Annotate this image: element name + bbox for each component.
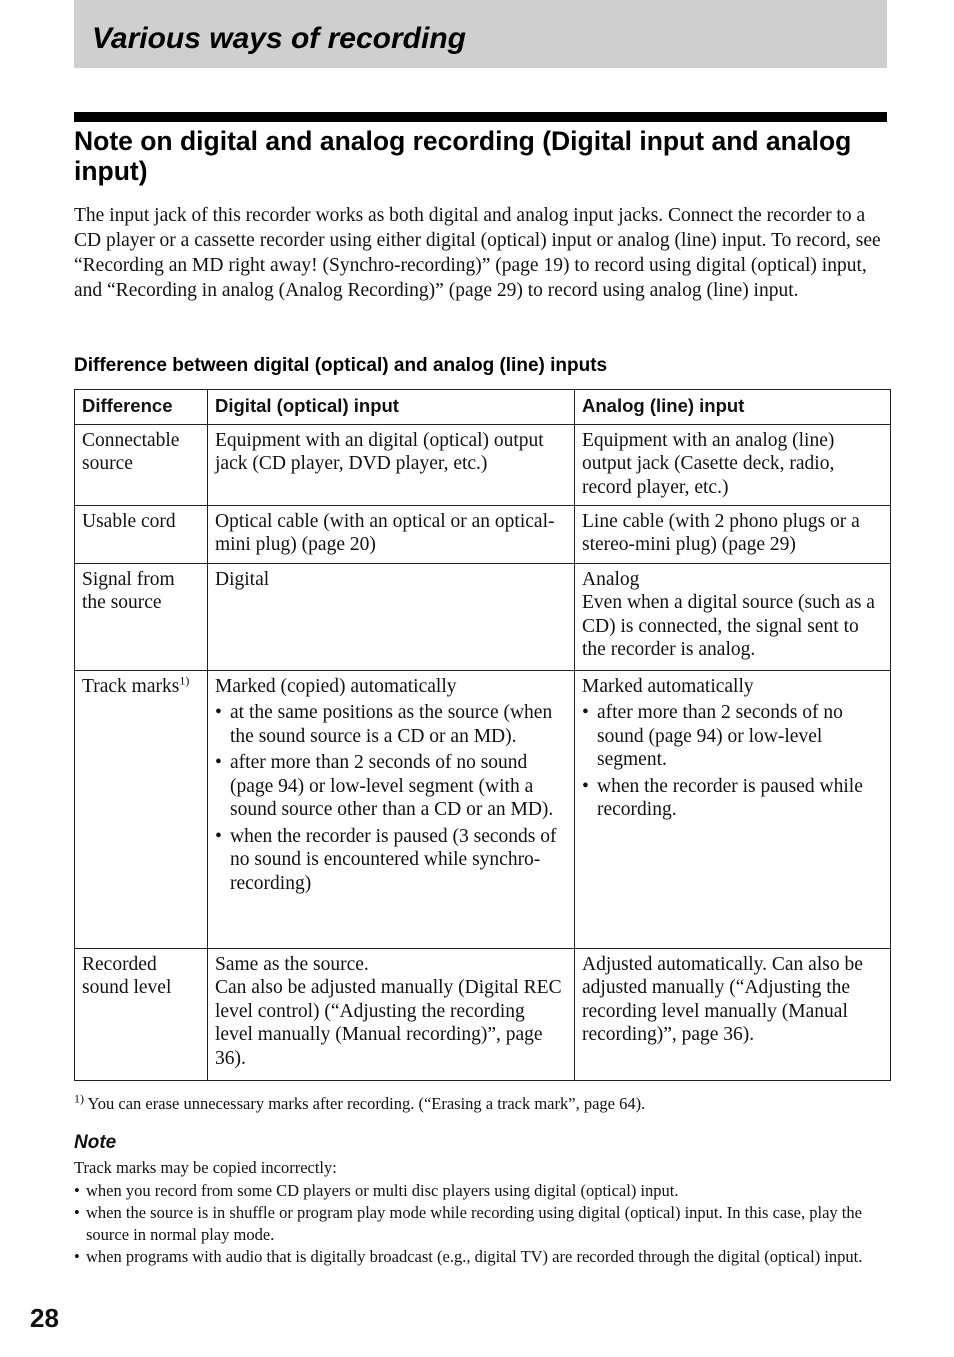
analog-marks-intro: Marked automatically (582, 675, 754, 697)
digital-marks-intro: Marked (copied) automatically (215, 675, 457, 697)
row-label-signal: Signal from the source (75, 563, 208, 670)
section-title: Note on digital and analog recording (Digital input and analog input) (74, 126, 852, 186)
cell-analog-signal (575, 563, 891, 670)
footnote-marker: 1) (74, 1091, 84, 1106)
chapter-title: Various ways of recording (92, 22, 466, 55)
cell-digital-signal: Digital (208, 563, 575, 670)
header-difference: Difference (75, 390, 208, 425)
list-item: • when programs with audio that is digitally broadcast (e.g., digital TV) are recorded through the digital (optical) input. (74, 1246, 889, 1268)
table-row (75, 505, 891, 563)
cell-digital-level (208, 948, 575, 1080)
cell-analog-level: Adjusted automatically. Can also be adjusted manually (“Adjusting the recording level manually (Manual recording)”, page 36). (575, 948, 891, 1080)
cell-digital-cord: Optical cable (with an optical or an optical-mini plug) (page 20) (208, 505, 575, 563)
digital-level-line1: Same as the source. (215, 953, 369, 975)
section-rule (74, 112, 887, 122)
list-item: • when the source is in shuffle or program play mode while recording using digital (optical) input. In this case, play the source in normal play mode. (74, 1202, 889, 1246)
footnote-text: You can erase unnecessary marks after recording. (“Erasing a track mark”, page 64). (87, 1094, 646, 1113)
footnote-ref: 1) (179, 673, 190, 687)
cell-analog-marks (575, 670, 891, 948)
header-analog: Analog (line) input (575, 390, 891, 425)
row-label-level: Recorded sound level (75, 948, 208, 1080)
table-row (75, 563, 891, 670)
analog-signal-line1: Analog (582, 568, 640, 590)
cell-analog-connectable: Equipment with an analog (line) output jack (Casette deck, radio, record player, etc.) (575, 424, 891, 505)
list-item: • after more than 2 seconds of no sound (page 94) or low-level segment (with a sound source other than a CD or an MD). (215, 751, 567, 822)
row-label-marks (75, 670, 208, 948)
table-heading: Difference between digital (optical) and analog (line) inputs (74, 355, 608, 376)
list-item: • after more than 2 seconds of no sound (page 94) or low-level segment. (582, 701, 883, 772)
list-item: • at the same positions as the source (when the sound source is a CD or an MD). (215, 701, 567, 748)
table-row (75, 670, 891, 948)
row-label-cord: Usable cord (75, 505, 208, 563)
comparison-table (74, 389, 891, 1081)
footnote (74, 1093, 889, 1115)
intro-paragraph: The input jack of this recorder works as both digital and analog input jacks. Connect the recorder to a CD player or a cassette recorder using either digital (optical) input or analog (line) input. To record, see “Recording an MD right away! (Synchro-recording)” (page 19) to record using digital (optical) input, and “Recording in analog (Analog Recording)” (page 29) to record using analog (line) input. (74, 205, 881, 301)
page-number: 28 (30, 1303, 59, 1333)
cell-analog-cord: Line cable (with 2 phono plugs or a stereo-mini plug) (page 29) (575, 505, 891, 563)
note-intro: Track marks may be copied incorrectly: (74, 1158, 337, 1177)
cell-digital-marks (208, 670, 575, 948)
analog-signal-line2: Even when a digital source (such as a CD) is connected, the signal sent to the recorder is analog. (582, 592, 875, 660)
digital-marks-list (215, 701, 567, 895)
table-row (75, 948, 891, 1080)
table-row (75, 424, 891, 505)
list-item: • when the recorder is paused while recording. (582, 775, 883, 822)
note-label: Note (74, 1132, 117, 1153)
header-digital: Digital (optical) input (208, 390, 575, 425)
list-item: • when the recorder is paused (3 seconds of no sound is encountered while synchro-recording) (215, 825, 567, 896)
marks-label-text: Track marks (82, 675, 180, 697)
row-label-connectable: Connectable source (75, 424, 208, 505)
table-header-row (75, 390, 891, 425)
analog-marks-list (582, 701, 883, 822)
list-item: • when you record from some CD players or multi disc players using digital (optical) input. (74, 1180, 889, 1202)
digital-level-line2: Can also be adjusted manually (Digital REC level control) (“Adjusting the recording level manually (Manual recording)”, page 36). (215, 977, 562, 1069)
cell-digital-connectable: Equipment with an digital (optical) output jack (CD player, DVD player, etc.) (208, 424, 575, 505)
note-list (74, 1180, 889, 1268)
chapter-banner (74, 0, 887, 68)
